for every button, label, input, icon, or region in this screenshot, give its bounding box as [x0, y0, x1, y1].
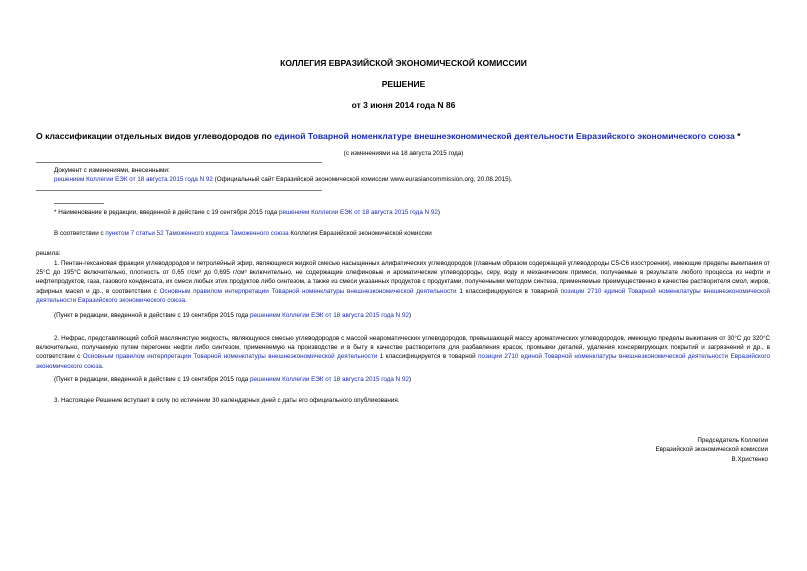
footnote-text: * Наименование в редакции, введенной в действие с 19 сентября 2015 года — [54, 209, 279, 216]
changes-block — [54, 167, 774, 184]
footnote-decision-link[interactable]: решением Коллегии ЕЭК от 18 августа 2015 года N 92 — [278, 209, 438, 216]
item-2-mid: 1 классифицируется в товарной — [377, 353, 479, 361]
changes-intro: Документ с изменениями, внесенными: — [54, 167, 170, 174]
title-suffix: * — [734, 131, 741, 141]
item-1-mid: 1 классифицируются в товарной — [456, 287, 561, 295]
divider-top — [36, 162, 322, 163]
customs-code-link[interactable]: пунктом 7 статьи 52 Таможенного кодекса Таможенного союза — [105, 230, 289, 237]
item-2-note-link[interactable]: решением Коллегии ЕЭК от 18 августа 2015 года N 92 — [250, 376, 409, 383]
divider-bottom — [36, 190, 322, 191]
footnote — [54, 209, 774, 218]
item-1-note-text: (Пункт в редакции, введенной в действие с 19 сентября 2015 года — [54, 312, 251, 319]
signature-name: В.Христенко — [731, 455, 768, 463]
revision-note: (с изменениями на 18 августа 2015 года) — [343, 150, 464, 157]
preamble-text-1: В соответствии с — [54, 230, 106, 237]
signature-block — [655, 436, 768, 464]
item-2-note-text: (Пункт в редакции, введенной в действие с 19 сентября 2015 года — [54, 376, 251, 383]
item-2-note-end: ) — [408, 376, 412, 383]
item-1-note-end: ) — [408, 312, 412, 319]
item-1 — [36, 259, 770, 305]
document-title — [36, 130, 796, 142]
item-1-rule-link[interactable]: Основным правилом интерпретации Товарной номенклатуры внешнеэкономической деятельности — [159, 287, 457, 295]
preamble — [54, 230, 774, 239]
item-3: 3. Настоящее Решение вступает в силу по истечении 30 календарных дней с даты его официального опубликования. — [54, 397, 400, 404]
item-1-position-link[interactable]: позиции 2710 единой Товарной номенклатуры внешнеэкономической деятельности Евразийского экономического союза — [36, 287, 771, 304]
item-2 — [36, 334, 770, 371]
item-2-rule-link[interactable]: Основным правилом интерпретации Товарной номенклатуры внешнеэкономической деятельности — [82, 353, 378, 361]
changes-decision-link[interactable]: решением Коллегии ЕЭК от 18 августа 2015 года N 92 — [54, 175, 213, 183]
org-heading: КОЛЛЕГИЯ ЕВРАЗИЙСКОЙ ЭКОНОМИЧЕСКОЙ КОМИССИИ — [280, 58, 527, 68]
item-1-end: . — [185, 296, 187, 304]
changes-source-text: (Официальный сайт Евразийской экономической комиссии www.eurasiancommission.org, 20.08.2015). — [212, 175, 513, 183]
item-2-end: . — [101, 362, 104, 370]
resolved-label: решила: — [36, 250, 61, 257]
signature-organization: Евразийской экономической комиссии — [655, 446, 768, 454]
title-prefix: О классификации отдельных видов углеводородов по — [36, 131, 275, 141]
item-2-position-link[interactable]: позиции 2710 единой Товарной номенклатуры внешнеэкономической деятельности Евразийского экономического союза — [36, 353, 771, 370]
item-2-note — [54, 376, 774, 385]
preamble-text-2: Коллегия Евразийской экономической комиссии — [288, 230, 432, 237]
item-1-note-link[interactable]: решением Коллегии ЕЭК от 18 августа 2015 года N 92 — [250, 312, 409, 319]
item-1-text: 1. Пентан-гексановая фракция углеводородов и петролейный эфир, являющиеся жидкой смесью насыщенных алифатических углеводородов (главным образом содержащей углеводороды С5-С6 изостроения), имеющие пределы выкипания от 25°С до 195°С включительно, плотность от 0,65 г/см³ до 0,695 г/см³ включительно, не содержащие олефиновые и ароматические углеводороды, серу, воду и механические примеси, получаемые в результате любого процесса из нефти и нефтепродуктов, газа, газового конденсата, их смеси любых этих продуктов либо синтезом, а также из смеси указанных продуктов с продуктами, полученными методом синтеза, применяемые преимущественно в качестве растворителя смол, жиров, эфирных масел и др., в соответствии с — [36, 260, 770, 295]
doc-date-heading: от 3 июня 2014 года N 86 — [351, 100, 456, 110]
doc-type-heading: РЕШЕНИЕ — [381, 79, 426, 89]
item-1-note — [54, 312, 774, 321]
title-link-tn-ved[interactable]: единой Товарной номенклатуре внешнеэкономической деятельности Евразийского экономического союза — [274, 131, 735, 141]
footnote-end: ) — [437, 209, 440, 216]
signature-position: Председатель Коллегии — [697, 437, 768, 444]
item-2-text: 2. Нефрас, представляющий собой маслянистую жидкость, являющуюся смесью углеводородов с массой неароматических углеводородов, превышающей массу ароматических углеводородов, имеющую пределы выкипания от 30°С до 320°С включительно, получаемую путем перегонки нефти либо синтезом, применяемую на производстве и в быту в качестве растворителя для разбавления красок, промывки деталей, удаления консервирующих покрытий и загрязнений и др., в соответствии с — [36, 335, 770, 361]
footnote-divider — [54, 203, 104, 204]
